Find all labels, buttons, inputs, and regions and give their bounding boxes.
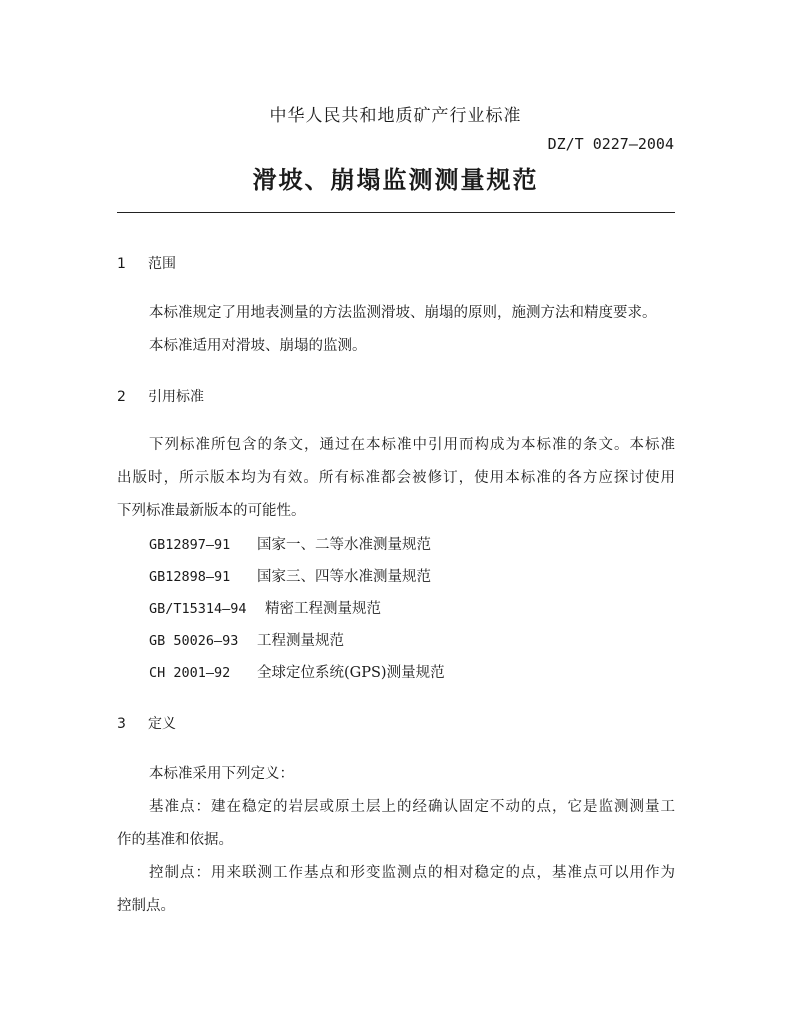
reference-name: 国家三、四等水准测量规范 [257,569,431,585]
reference-code: CH 2001—92 [149,665,231,681]
section-title: 引用标准 [148,389,204,405]
reference-item [149,629,344,650]
reference-code: GB 50026—93 [149,633,239,649]
section-title: 范围 [148,256,176,272]
definition-control-point-line-1: 控制点：用来联测工作基点和形变监测点的相对稳定的点，基准点可以用作为 [149,865,675,881]
section-number: 2 [117,389,126,405]
section-heading-1 [117,253,176,273]
refs-intro-line-2: 出版时，所示版本均为有效。所有标准都会被修订，使用本标准的各方应探讨使用 [117,470,675,486]
issuing-organization: 中华人民共和地质矿产行业标准 [269,106,522,126]
reference-name: 工程测量规范 [257,633,344,649]
reference-item [149,533,431,554]
reference-code: GB12897—91 [149,537,231,553]
scope-paragraph-1: 本标准规定了用地表测量的方法监测滑坡、崩塌的原则，施测方法和精度要求。 [149,305,657,321]
reference-item [149,597,381,618]
definitions-intro: 本标准采用下列定义： [149,766,294,782]
reference-code: GB/T15314—94 [149,601,247,617]
definition-benchmark-line-1: 基准点：建在稳定的岩层或原土层上的经确认固定不动的点，它是监测测量工 [149,799,675,815]
section-title: 定义 [148,716,176,732]
section-number: 1 [117,256,126,272]
reference-name: 精密工程测量规范 [265,601,381,617]
standard-code: DZ/T 0227—2004 [547,135,674,153]
scope-paragraph-2: 本标准适用对滑坡、崩塌的监测。 [149,338,367,354]
definition-control-point-line-2: 控制点。 [117,898,175,914]
refs-intro-line-3: 下列标准最新版本的可能性。 [117,503,306,519]
document-title: 滑坡、崩塌监测测量规范 [252,165,539,194]
reference-code: GB12898—91 [149,569,231,585]
title-divider [117,212,675,213]
reference-name: 国家一、二等水准测量规范 [257,537,431,553]
refs-intro-line-1: 下列标准所包含的条文，通过在本标准中引用而构成为本标准的条文。本标准 [149,437,675,453]
reference-item [149,565,431,586]
reference-name: 全球定位系统(GPS)测量规范 [257,665,445,681]
definition-benchmark-line-2: 作的基准和依据。 [117,832,233,848]
section-heading-2 [117,386,204,406]
reference-item [149,661,445,682]
section-number: 3 [117,716,126,732]
section-heading-3 [117,713,176,733]
